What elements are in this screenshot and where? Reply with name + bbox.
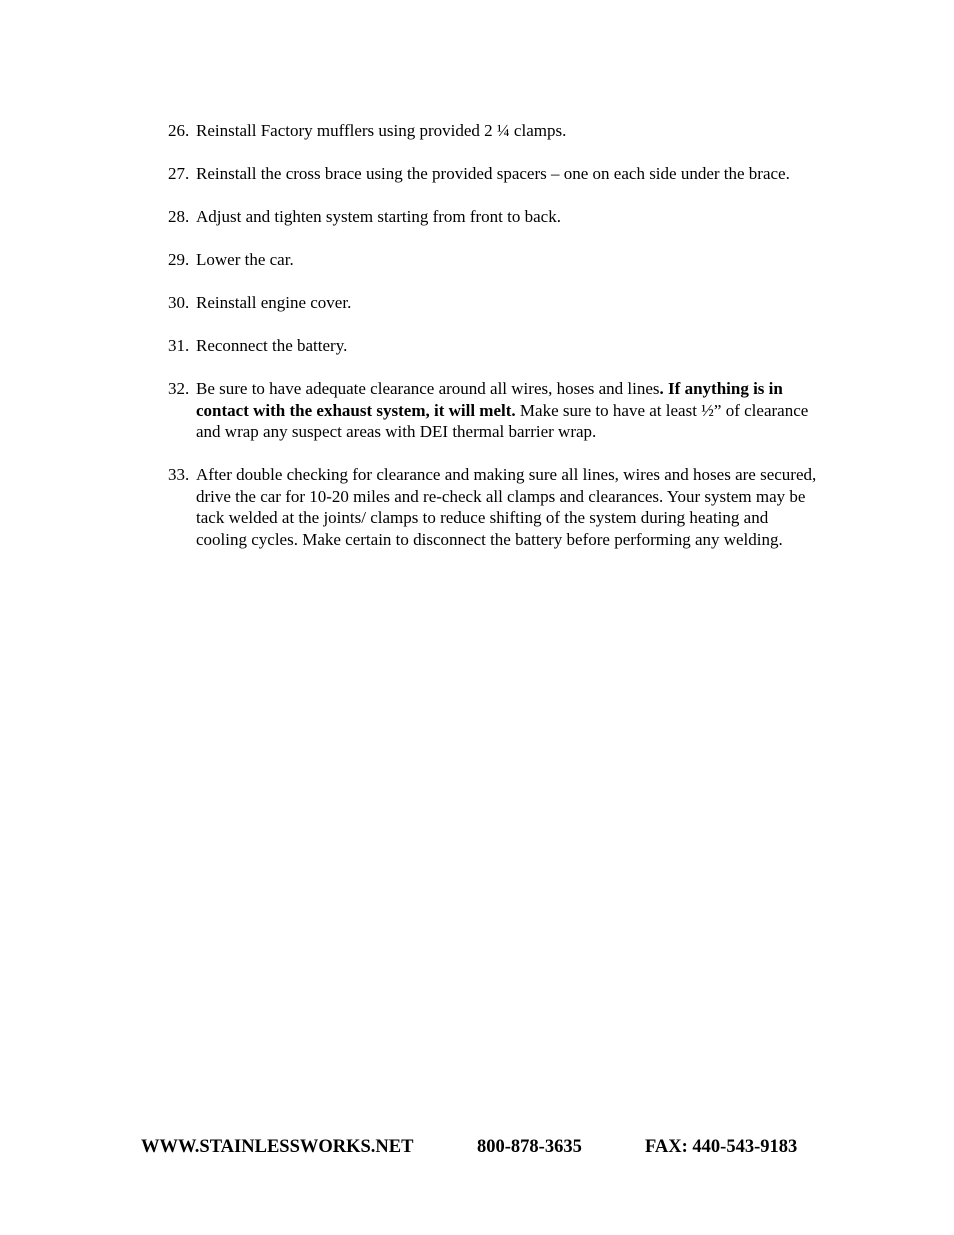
step-text: Reinstall engine cover.: [196, 293, 352, 312]
list-item: [168, 335, 818, 357]
step-text: Reinstall the cross brace using the provided spacers – one on each side under the brace.: [196, 164, 790, 183]
list-item: [168, 378, 818, 443]
step-text-continued: Make sure to have at least ½” of clearance and wrap any suspect areas with DEI thermal barrier wrap.: [196, 400, 809, 441]
step-text: Adjust and tighten system starting from front to back.: [196, 207, 561, 226]
page-footer: [141, 1137, 821, 1163]
list-item: [168, 249, 818, 271]
list-item: [168, 206, 818, 228]
list-item: [168, 163, 818, 185]
fax-number: FAX: 440-543-9183: [645, 1137, 798, 1157]
warning-text: . If anything is in contact with the exhaust system, it will melt.: [196, 379, 783, 420]
step-number: 28.: [168, 207, 190, 226]
step-text: After double checking for clearance and making sure all lines, wires and hoses are secured, drive the car for 10-20 miles and re-check all clamps and clearances. Your system may be tack welded at the joints/ clamps to reduce shifting of the system during heating and cooling cycles. Make certain to disconnect the battery before performing any welding.: [196, 465, 817, 549]
list-item: [168, 464, 818, 550]
step-number: 33.: [168, 465, 190, 484]
website-link[interactable]: WWW.STAINLESSWORKS.NET: [141, 1137, 414, 1157]
step-number: 27.: [168, 164, 190, 183]
phone-number: 800-878-3635: [477, 1137, 582, 1157]
step-text: Reinstall Factory mufflers using provided 2 ¼ clamps.: [196, 121, 567, 140]
list-item: [168, 292, 818, 314]
step-number: 30.: [168, 293, 190, 312]
step-number: 26.: [168, 121, 190, 140]
step-number: 29.: [168, 250, 190, 269]
step-text: Lower the car.: [196, 250, 294, 269]
step-number: 31.: [168, 336, 190, 355]
step-text: Reconnect the battery.: [196, 336, 348, 355]
step-text: Be sure to have adequate clearance around all wires, hoses and lines: [196, 379, 660, 398]
instruction-list: [168, 120, 818, 572]
list-item: [168, 120, 818, 142]
step-number: 32.: [168, 379, 190, 398]
